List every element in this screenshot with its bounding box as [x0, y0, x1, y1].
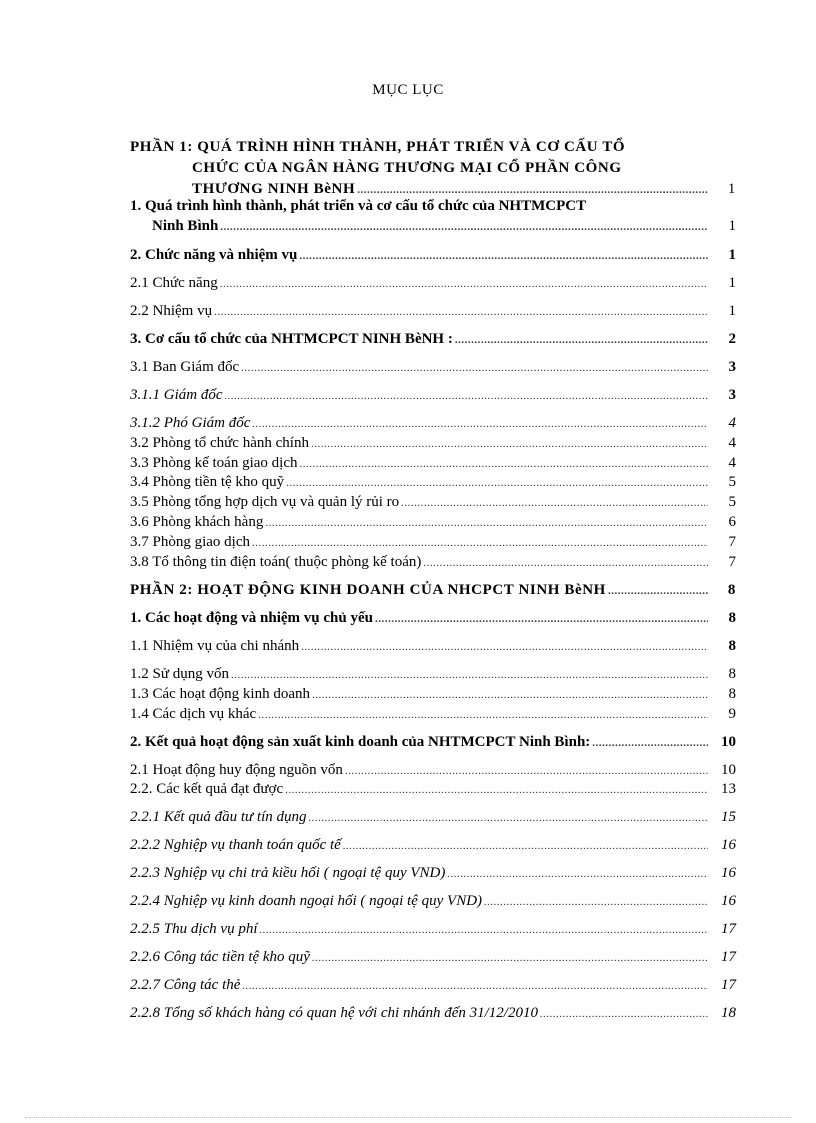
toc-entry-3-1-2[interactable] — [130, 413, 736, 433]
dot-leader — [312, 948, 708, 968]
page-number: 1 — [728, 218, 736, 234]
toc-entry-p2-2-1[interactable] — [130, 760, 736, 780]
toc-entry-text: 1.1 Nhiệm vụ của chi nhánh — [130, 638, 300, 654]
dot-leader — [540, 1004, 708, 1024]
toc-entry-text: 3.8 Tổ thông tin điện toán( thuộc phòng kế toán) — [130, 554, 422, 570]
page-number: 10 — [721, 762, 736, 778]
toc-entry-text: 3. Cơ cấu tổ chức của NHTMCPCT NINH BèNH : — [130, 331, 453, 347]
page-number: 15 — [721, 809, 736, 825]
dot-leader — [299, 246, 708, 266]
toc-entry-p2-1-4[interactable] — [130, 704, 736, 724]
page-number: 1 — [728, 275, 736, 291]
page-number: 8 — [728, 638, 736, 654]
page-number: 16 — [721, 837, 736, 853]
page-number: 8 — [728, 666, 736, 682]
dot-leader — [214, 302, 708, 322]
dot-leader — [220, 274, 708, 294]
toc-entry-text: 2.1 Hoạt động huy động nguồn vốn — [130, 762, 343, 778]
page-bottom-rule — [25, 1117, 791, 1118]
dot-leader — [455, 330, 708, 350]
toc-entry-2[interactable] — [130, 245, 736, 265]
page-number: 5 — [728, 474, 736, 490]
toc-entry-text: 2.1 Chức năng — [130, 275, 218, 291]
page-number: 4 — [728, 455, 736, 471]
toc-entry-text: 3.6 Phòng khách hàng — [130, 514, 264, 530]
dot-leader — [592, 733, 708, 753]
toc-entry-p2-1-3[interactable] — [130, 684, 736, 704]
toc-entry-3-1-1[interactable] — [130, 385, 736, 405]
toc-entry-text: THƯƠNG NINH BèNH — [192, 181, 356, 197]
toc-entry-text: 3.1.2 Phó Giám đốc — [130, 415, 251, 431]
page-number: 18 — [721, 1005, 736, 1021]
toc-entry-p2-2-2-8[interactable] — [130, 1003, 736, 1023]
toc-entry-p2-2-2[interactable] — [130, 779, 736, 799]
page-number: 17 — [721, 949, 736, 965]
toc-entry-text: PHẦN 1: QUÁ TRÌNH HÌNH THÀNH, PHÁT TRIỂN VÀ CƠ CẤU TỔ — [130, 139, 626, 155]
toc-entry-text: 3.5 Phòng tổng hợp dịch vụ và quản lý rủi ro — [130, 494, 400, 510]
toc-entry-p2-1-1[interactable] — [130, 636, 736, 656]
toc-entry-text: 1. Các hoạt động và nhiệm vụ chủ yếu — [130, 610, 373, 626]
page-number: 1 — [728, 247, 736, 263]
dot-leader — [447, 864, 708, 884]
dot-leader — [301, 637, 708, 657]
dot-leader — [343, 836, 708, 856]
page-number: 1 — [727, 181, 736, 197]
toc-entry-p2-2-2-2[interactable] — [130, 835, 736, 855]
toc-entry-p2-2-2-1[interactable] — [130, 807, 736, 827]
toc-entry-text: 3.1 Ban Giám đốc — [130, 359, 240, 375]
page-number: 3 — [728, 359, 736, 375]
toc-entry-text: 2.2.7 Công tác thẻ — [130, 977, 241, 993]
dot-leader — [484, 892, 708, 912]
page-number: 8 — [728, 686, 736, 702]
page-number: 13 — [721, 781, 736, 797]
toc-entry-text: 2. Chức năng và nhiệm vụ — [130, 247, 298, 263]
toc-entry-text: 3.3 Phòng kế toán giao dịch — [130, 455, 298, 471]
toc-entry-p2-2-2-7[interactable] — [130, 975, 736, 995]
page-number: 3 — [728, 387, 736, 403]
dot-leader — [312, 685, 708, 705]
page-number: 4 — [728, 415, 736, 431]
toc-entry-text: CHỨC CỦA NGÂN HÀNG THƯƠNG MẠI CỔ PHẦN CÔNG — [192, 160, 622, 176]
toc-entry-p2-2-2-4[interactable] — [130, 891, 736, 911]
toc-entry-3-2[interactable] — [130, 433, 736, 453]
toc-entry-text: 1.3 Các hoạt động kinh doanh — [130, 686, 310, 702]
dot-leader — [311, 434, 708, 454]
toc-entry-text: 2.2.2 Nghiệp vụ thanh toán quốc tế — [130, 837, 341, 853]
page-number: 17 — [721, 921, 736, 937]
dot-leader — [375, 609, 708, 629]
page-number: 7 — [728, 554, 736, 570]
toc-entry-p2-1-2[interactable] — [130, 664, 736, 684]
page-number: 10 — [721, 734, 736, 750]
toc-entry-p2-1[interactable] — [130, 608, 736, 628]
toc-entry-text: 2.2.8 Tổng số khách hàng có quan hệ với chi nhánh đến 31/12/2010 — [130, 1005, 538, 1021]
toc-entry-text: 2.2.6 Công tác tiền tệ kho quỹ — [130, 949, 310, 965]
dot-leader — [423, 553, 708, 573]
dot-leader — [345, 761, 708, 781]
toc-entry-part-2[interactable] — [130, 580, 736, 600]
dot-leader — [608, 581, 708, 601]
toc-entry-3-1[interactable] — [130, 357, 736, 377]
page-number: 1 — [728, 303, 736, 319]
dot-leader — [401, 493, 708, 513]
dot-leader — [242, 976, 708, 996]
toc-entry-3-3[interactable] — [130, 453, 736, 473]
dot-leader — [220, 217, 708, 237]
toc-entry-text: PHẦN 2: HOẠT ĐỘNG KINH DOANH CỦA NHCPCT NINH BèNH — [130, 582, 606, 598]
toc-entry-3-5[interactable] — [130, 492, 736, 512]
dot-leader — [265, 513, 708, 533]
toc-entry-text: 3.2 Phòng tổ chức hành chính — [130, 435, 309, 451]
dot-leader — [285, 780, 708, 800]
dot-leader — [241, 358, 708, 378]
toc-entry-text: 2.2.4 Nghiệp vụ kinh doanh ngoại hối ( ngoại tệ quy VND) — [130, 893, 483, 909]
toc-entry-3-6[interactable] — [130, 512, 736, 532]
page-number: 7 — [728, 534, 736, 550]
toc-entry-text: Ninh Bình — [152, 218, 219, 234]
toc-entry-text: 2.2 Nhiệm vụ — [130, 303, 213, 319]
toc-entry-3-7[interactable] — [130, 532, 736, 552]
dot-leader — [258, 705, 708, 725]
toc-entry-text: 1. Quá trình hình thành, phát triển và cơ cấu tổ chức của NHTMCPCT — [130, 198, 587, 214]
toc-entry-text: 2.2.3 Nghiệp vụ chi trả kiều hối ( ngoại tệ quy VND) — [130, 865, 446, 881]
toc-entry-part-1[interactable] — [130, 137, 736, 200]
page-number: 9 — [728, 706, 736, 722]
page-number: 16 — [721, 865, 736, 881]
toc-entry-text: 2.2. Các kết quả đạt được — [130, 781, 284, 797]
page-number: 8 — [727, 582, 736, 598]
dot-leader — [286, 473, 708, 493]
toc-entry-1[interactable] — [130, 196, 736, 236]
dot-leader — [225, 386, 709, 406]
page-number: 8 — [728, 610, 736, 626]
dot-leader — [260, 920, 709, 940]
page-number: 6 — [728, 514, 736, 530]
page-number: 16 — [721, 893, 736, 909]
toc-entry-text: 2.2.1 Kết quả đầu tư tín dụng — [130, 809, 307, 825]
toc-entry-text: 1.4 Các dịch vụ khác — [130, 706, 257, 722]
toc-entry-p2-2[interactable] — [130, 732, 736, 752]
page-number: 2 — [728, 331, 736, 347]
dot-leader — [309, 808, 708, 828]
toc-entry-2-1[interactable] — [130, 273, 736, 293]
page-title: MỤC LỤC — [372, 82, 444, 98]
dot-leader — [231, 665, 708, 685]
dot-leader — [252, 533, 708, 553]
toc-entry-text: 3.1.1 Giám đốc — [130, 387, 223, 403]
toc-entry-text: 3.7 Phòng giao dịch — [130, 534, 250, 550]
toc-entry-p2-2-2-3[interactable] — [130, 863, 736, 883]
toc-entry-text: 2.2.5 Thu dịch vụ phí — [130, 921, 258, 937]
toc-entry-2-2[interactable] — [130, 301, 736, 321]
dot-leader — [299, 454, 708, 474]
toc-entry-text: 1.2 Sử dụng vốn — [130, 666, 229, 682]
toc-entry-3[interactable] — [130, 329, 736, 349]
toc-entry-3-4[interactable] — [130, 472, 736, 492]
toc-entry-3-8[interactable] — [130, 552, 736, 572]
toc-entry-text: 3.4 Phòng tiền tệ kho quỹ — [130, 474, 285, 490]
page-number: 17 — [721, 977, 736, 993]
dot-leader — [252, 414, 708, 434]
toc-entry-p2-2-2-5[interactable] — [130, 919, 736, 939]
page-number: 5 — [728, 494, 736, 510]
toc-entry-text: 2. Kết quả hoạt động sản xuất kinh doanh của NHTMCPCT Ninh Bình: — [130, 734, 591, 750]
page-number: 4 — [728, 435, 736, 451]
toc-entry-p2-2-2-6[interactable] — [130, 947, 736, 967]
